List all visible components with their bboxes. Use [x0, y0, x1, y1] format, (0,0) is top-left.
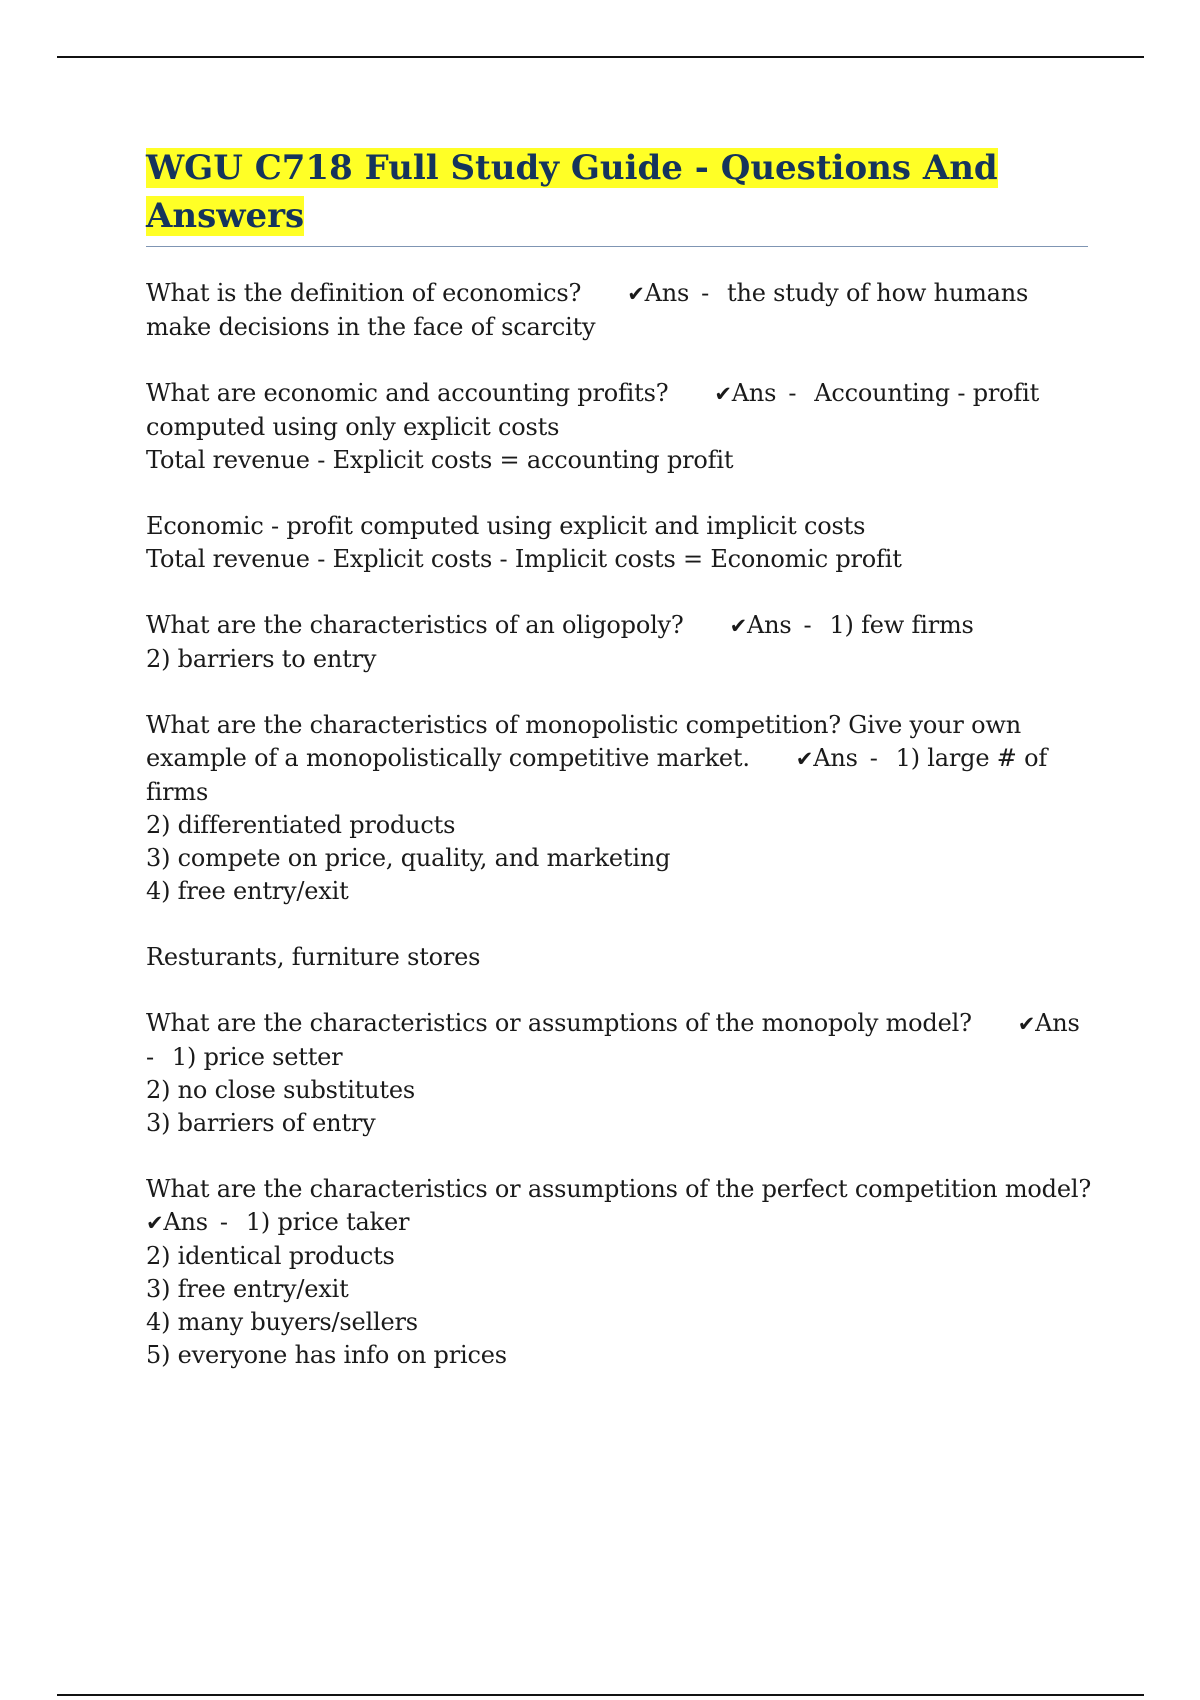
answer-first: 1) price taker	[245, 1208, 410, 1236]
ans-dash: -	[788, 379, 797, 407]
answer-line: Total revenue - Explicit costs - Implicit costs = Economic profit	[146, 545, 902, 573]
qa-line	[146, 1206, 1090, 1240]
answer-line: make decisions in the face of scarcity	[146, 313, 596, 341]
ans-label: Ans	[163, 1208, 208, 1236]
qa-item-profits-economic	[146, 510, 1090, 576]
question-text: What are economic and accounting profits?	[146, 379, 669, 407]
qa-item-perfect-competition	[146, 1173, 1090, 1372]
ans-label: Ans	[813, 744, 858, 772]
qa-line	[146, 377, 1090, 411]
qa-line	[146, 742, 1090, 776]
qa-line	[146, 1007, 1090, 1041]
check-icon: ✔	[146, 1211, 164, 1235]
question-text: What is the definition of economics?	[146, 279, 582, 307]
answer-line: 3) barriers of entry	[146, 1109, 376, 1137]
check-icon: ✔	[729, 614, 747, 638]
ans-dash: -	[146, 1043, 154, 1071]
ans-dash: -	[803, 611, 812, 639]
answer-line: firms	[146, 778, 209, 806]
qa-item-oligopoly	[146, 609, 1090, 676]
answer-first: 1) large # of	[895, 744, 1048, 772]
document-title	[146, 144, 1090, 240]
title-line-2: Answers	[146, 196, 305, 236]
qa-line	[146, 609, 1090, 643]
check-icon: ✔	[627, 282, 645, 306]
qa-item-monopolistic-example	[146, 941, 1090, 974]
ans-label: Ans	[731, 379, 777, 407]
answer-line: Total revenue - Explicit costs = accounting profit	[146, 446, 734, 474]
title-underline	[146, 246, 1088, 247]
answer-line: Economic - profit computed using explicit and implicit costs	[146, 512, 866, 540]
title-line-1: WGU C718 Full Study Guide - Questions And	[146, 148, 998, 188]
answer-first: the study of how humans	[727, 279, 1029, 307]
question-text: What are the characteristics of an oligopoly?	[146, 611, 684, 639]
question-text: What are the characteristics or assumptions of the monopoly model?	[146, 1009, 972, 1037]
check-icon: ✔	[795, 747, 814, 771]
question-text: What are the characteristics or assumptions of the perfect competition model?	[146, 1175, 1091, 1203]
ans-dash: -	[701, 279, 710, 307]
qa-line	[146, 1041, 1090, 1074]
ans-label: Ans	[644, 279, 690, 307]
answer-line: Resturants, furniture stores	[146, 943, 481, 971]
question-text: example of a monopolistically competitive market.	[146, 744, 750, 772]
answer-line: 3) free entry/exit	[146, 1275, 349, 1303]
qa-item-profits	[146, 377, 1090, 477]
qa-item-economics-definition	[146, 277, 1090, 344]
page-bottom-rule	[57, 1694, 1144, 1696]
ans-dash: -	[869, 744, 878, 772]
ans-label: Ans	[747, 611, 792, 639]
check-icon: ✔	[714, 382, 732, 406]
qa-list	[146, 277, 1090, 1372]
qa-line	[146, 277, 1090, 311]
answer-line: 2) identical products	[146, 1242, 395, 1270]
answer-line: 3) compete on price, quality, and marketing	[146, 844, 671, 872]
document-body	[146, 144, 1090, 1405]
answer-line: computed using only explicit costs	[146, 413, 560, 441]
answer-first: Accounting - profit	[814, 379, 1040, 407]
answer-first: 1) few firms	[829, 611, 974, 639]
answer-first: 1) price setter	[171, 1043, 343, 1071]
ans-label: Ans	[1035, 1009, 1080, 1037]
question-text: What are the characteristics of monopolistic competition? Give your own	[146, 711, 1021, 739]
answer-line: 2) differentiated products	[146, 811, 456, 839]
qa-item-monopolistic-competition	[146, 709, 1090, 908]
answer-line: 2) no close substitutes	[146, 1076, 415, 1104]
answer-line: 4) many buyers/sellers	[146, 1308, 418, 1336]
answer-line: 5) everyone has info on prices	[146, 1341, 507, 1369]
qa-item-monopoly	[146, 1007, 1090, 1140]
answer-line: 2) barriers to entry	[146, 645, 377, 673]
ans-dash: -	[219, 1208, 228, 1236]
answer-line: 4) free entry/exit	[146, 877, 349, 905]
check-icon: ✔	[1017, 1012, 1036, 1036]
page-top-rule	[57, 56, 1144, 58]
